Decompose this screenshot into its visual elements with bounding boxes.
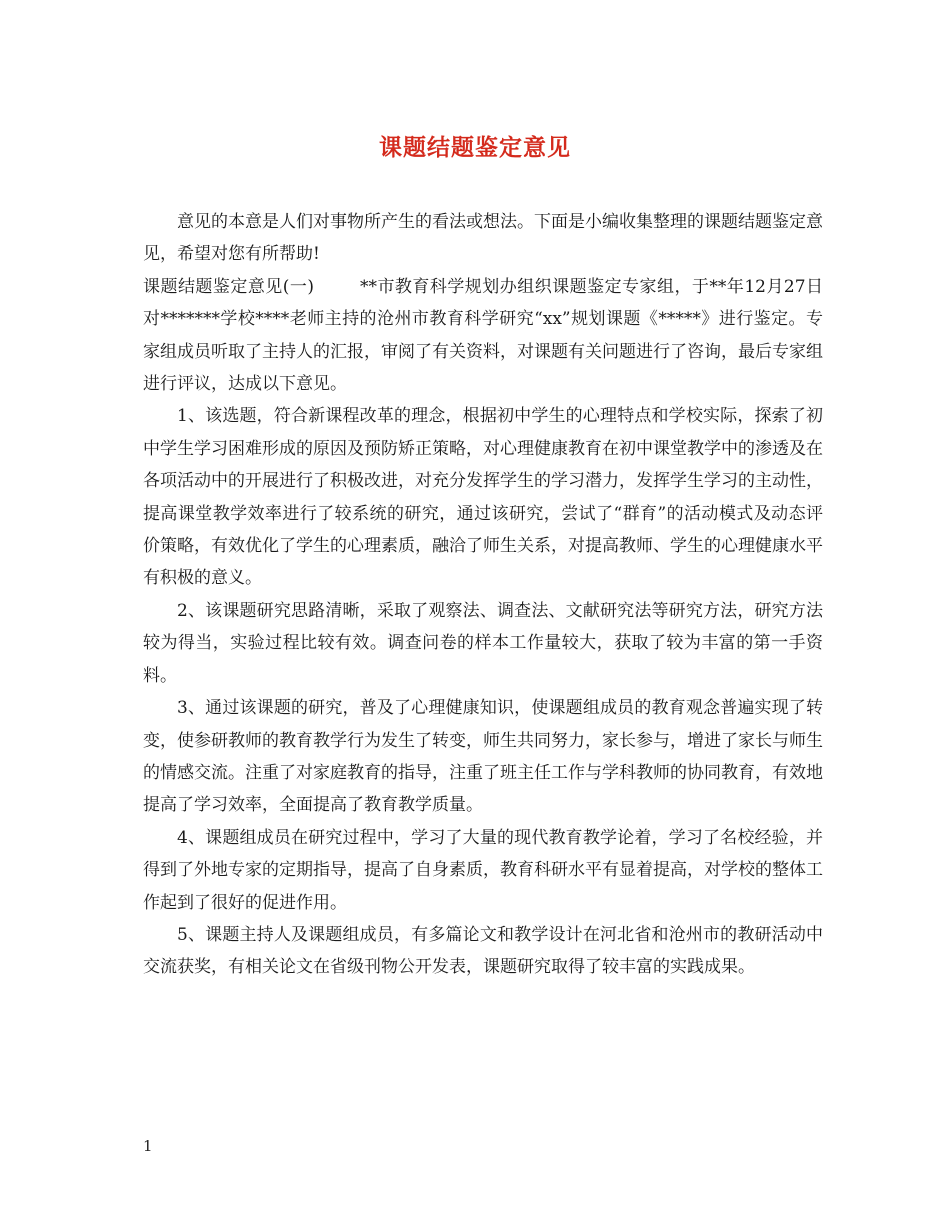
section-intro-paragraph	[143, 271, 823, 401]
intro-paragraph: 意见的本意是人们对事物所产生的看法或想法。下面是小编收集整理的课题结题鉴定意见，希望对您有所帮助!	[143, 212, 823, 265]
section-intro-text: **市教育科学规划办组织课题鉴定专家组，于**年12月27日对*******学校****老师主持的沧州市教育科学研究“xx”规划课题《*****》进行鉴定。专家组成员听取了主持人的汇报，审阅了有关资料，对课题有关问题进行了咨询，最后专家组进行评议，达成以下意见。	[143, 276, 824, 395]
point-3-paragraph: 3、通过该课题的研究，普及了心理健康知识，使课题组成员的教育观念普遍实现了转变，使参研教师的教育教学行为发生了转变，师生共同努力，家长参与，增进了家长与师生的情感交流。注重了对家庭教育的指导，注重了班主任工作与学科教师的协同教育，有效地提高了学习效率，全面提高了教育教学质量。	[143, 698, 823, 816]
point-1-paragraph: 1、该选题，符合新课程改革的理念，根据初中学生的心理特点和学校实际，探索了初中学生学习困难形成的原因及预防矫正策略，对心理健康教育在初中课堂教学中的渗透及在各项活动中的开展进行了积极改进，对充分发挥学生的学习潜力，发挥学生学习的主动性，提高课堂教学效率进行了较系统的研究，通过该研究，尝试了“群育”的活动模式及动态评价策略，有效优化了学生的心理素质，融洽了师生关系，对提高教师、学生的心理健康水平有积极的意义。	[143, 406, 823, 589]
point-4-paragraph: 4、课题组成员在研究过程中，学习了大量的现代教育教学论着，学习了名校经验，并得到了外地专家的定期指导，提高了自身素质，教育科研水平有显着提高，对学校的整体工作起到了很好的促进作用。	[143, 827, 823, 913]
page-number: 1	[143, 1137, 153, 1155]
document-title: 课题结题鉴定意见	[379, 134, 571, 161]
point-2-paragraph: 2、该课题研究思路清晰，采取了观察法、调查法、文献研究法等研究方法，研究方法较为得当，实验过程比较有效。调查问卷的样本工作量较大，获取了较为丰富的第一手资料。	[143, 600, 823, 686]
section-heading: 课题结题鉴定意见(一)	[143, 276, 314, 297]
document-body	[143, 206, 823, 984]
point-5-paragraph: 5、课题主持人及课题组成员，有多篇论文和教学设计在河北省和沧州市的教研活动中交流获奖，有相关论文在省级刊物公开发表，课题研究取得了较丰富的实践成果。	[143, 924, 823, 978]
